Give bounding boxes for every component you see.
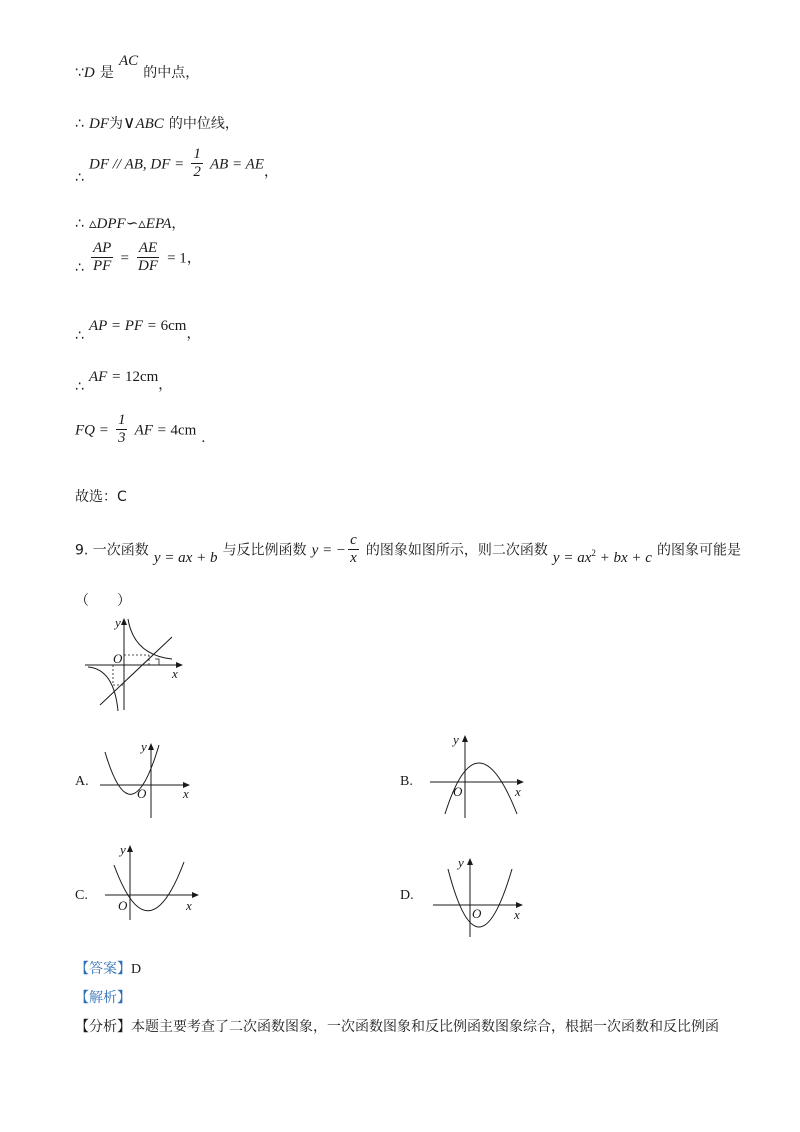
choice-line: 故选：C xyxy=(75,489,127,505)
linear-line xyxy=(100,637,172,705)
origin-label: O xyxy=(118,898,128,913)
y-arrow-icon xyxy=(462,735,468,742)
triangle-abc: ABC xyxy=(135,116,164,132)
bracket-open: 【 xyxy=(75,961,89,977)
expr-fq: FQ = xyxy=(75,422,109,439)
shi-text: 是 xyxy=(99,65,114,81)
value-4cm: 4cm xyxy=(170,422,197,439)
analysis-tag: 解析 xyxy=(89,990,117,1006)
therefore-symbol: ∴ xyxy=(75,260,84,277)
bracket-close: 】 xyxy=(117,990,131,1006)
solution-line-5 xyxy=(75,240,201,276)
point-d: D xyxy=(83,65,95,81)
question-number: 9. 一次函数 xyxy=(75,542,149,559)
value-12cm: 12cm xyxy=(124,369,159,385)
frac-den: x xyxy=(350,550,357,567)
fraction-half xyxy=(191,146,203,182)
reciprocal-lhs: y = − xyxy=(311,542,347,559)
origin-label: O xyxy=(472,906,482,921)
fraction-ap-pf xyxy=(91,240,113,276)
comma: ， xyxy=(186,250,201,267)
question-text-2: 的图象如图所示，则二次函数 xyxy=(365,542,548,559)
solution-line-6 xyxy=(75,315,201,344)
quadratic-function: y = ax xyxy=(552,550,592,567)
x-label: x xyxy=(186,898,192,913)
option-c-label[interactable]: C. xyxy=(75,888,88,903)
fraction-ae-df xyxy=(136,240,160,276)
fraction-third xyxy=(116,412,128,448)
triangle-symbol: ∨ xyxy=(123,113,136,132)
expr-left: DF // AB, DF = xyxy=(89,156,185,173)
y-label: y xyxy=(458,855,464,870)
bracket-close: 】 xyxy=(117,961,131,977)
frac-den: PF xyxy=(93,258,112,275)
main-graph xyxy=(80,615,190,715)
similarity-expr: ▵DPF∽▵EPA xyxy=(89,216,172,232)
y-label: y xyxy=(141,739,147,754)
exponent: 2 xyxy=(591,548,596,559)
reciprocal-branch-upper xyxy=(128,619,172,659)
question-text-3: 的图象可能是 xyxy=(657,542,742,559)
expr-af: AF = xyxy=(134,422,171,439)
answer-line xyxy=(75,958,141,978)
reciprocal-branch-lower xyxy=(88,667,118,711)
frac-num: 1 xyxy=(116,412,128,430)
fraction-c-x xyxy=(348,532,359,568)
option-d-graph[interactable] xyxy=(428,855,533,940)
x-arrow-icon xyxy=(192,892,199,898)
origin-label: O xyxy=(137,786,147,801)
quadratic-rest: + bx + c xyxy=(595,550,652,567)
segment-ac: AC xyxy=(118,53,139,69)
equals-one: = 1 xyxy=(167,250,187,267)
y-arrow-icon xyxy=(148,743,154,750)
frac-num: c xyxy=(348,532,359,550)
period: . xyxy=(201,430,206,447)
segment-df: DF xyxy=(89,116,110,132)
therefore-symbol: ∴ xyxy=(75,328,84,344)
comma: ， xyxy=(158,377,173,393)
x-label: x xyxy=(172,666,178,681)
y-label: y xyxy=(453,732,459,747)
therefore-symbol: ∴ xyxy=(75,216,84,232)
answer-paren: （ ） xyxy=(75,593,131,609)
breakdown-text: 本题主要考查了二次函数图象，一次函数图象和反比例函数图象综合，根据一次函数和反比例函 xyxy=(131,1019,719,1035)
option-a-label[interactable]: A. xyxy=(75,774,89,789)
solution-line-7 xyxy=(75,366,173,395)
bracket-open: 【 xyxy=(75,1019,89,1035)
option-d-label[interactable]: D. xyxy=(400,888,414,903)
midline-text: 的中位线， xyxy=(168,116,239,132)
breakdown-line xyxy=(75,1016,719,1036)
expr-right: AB = AE xyxy=(209,156,264,173)
question-text-1: 与反比例函数 xyxy=(222,542,307,559)
breakdown-tag: 分析 xyxy=(89,1019,117,1035)
option-b-graph[interactable] xyxy=(425,730,530,820)
frac-den: 3 xyxy=(117,430,126,447)
frac-num: AE xyxy=(137,240,159,258)
y-arrow-icon xyxy=(467,858,473,865)
x-label: x xyxy=(183,786,189,801)
origin-label: O xyxy=(113,651,123,666)
therefore-symbol: ∴ xyxy=(75,379,84,395)
because-symbol: ∵ xyxy=(75,65,84,81)
frac-num: AP xyxy=(91,240,113,258)
y-arrow-icon xyxy=(127,845,133,852)
solution-line-8 xyxy=(75,412,205,448)
frac-den: DF xyxy=(138,258,158,275)
comma: ， xyxy=(263,164,278,181)
answer-tag: 答案 xyxy=(89,961,117,977)
x-label: x xyxy=(515,784,521,799)
option-b-label[interactable]: B. xyxy=(400,774,413,789)
value-6cm: 6cm xyxy=(160,318,187,334)
option-c-graph[interactable] xyxy=(100,840,205,920)
frac-num: 1 xyxy=(191,146,203,164)
solution-line-1 xyxy=(75,53,200,82)
wei-text: 为 xyxy=(109,116,124,132)
comma: ， xyxy=(171,216,186,232)
origin-label: O xyxy=(453,784,463,799)
solution-line-4 xyxy=(75,213,185,233)
linear-function: y = ax + b xyxy=(153,550,218,567)
y-label: y xyxy=(115,615,121,630)
bracket-open: 【 xyxy=(75,990,89,1006)
solution-line-3 xyxy=(75,146,278,187)
solution-line-2 xyxy=(75,113,239,133)
equals: = xyxy=(120,250,129,267)
answer-value: D xyxy=(131,962,142,977)
comma: ， xyxy=(186,326,201,342)
y-arrow-icon xyxy=(121,618,127,625)
midpoint-text: 的中点， xyxy=(143,65,200,81)
therefore-symbol: ∴ xyxy=(75,170,84,187)
frac-den: 2 xyxy=(193,164,201,181)
bracket-close: 】 xyxy=(117,1019,131,1035)
equation-af: AF = xyxy=(89,369,125,385)
analysis-line xyxy=(75,987,131,1007)
x-label: x xyxy=(514,907,520,922)
y-label: y xyxy=(120,842,126,857)
right-angle-mark xyxy=(155,659,159,665)
therefore-symbol: ∴ xyxy=(75,116,84,132)
equation-ap-pf: AP = PF = xyxy=(89,318,161,334)
option-a-graph[interactable] xyxy=(95,740,195,820)
question-9 xyxy=(75,532,741,568)
